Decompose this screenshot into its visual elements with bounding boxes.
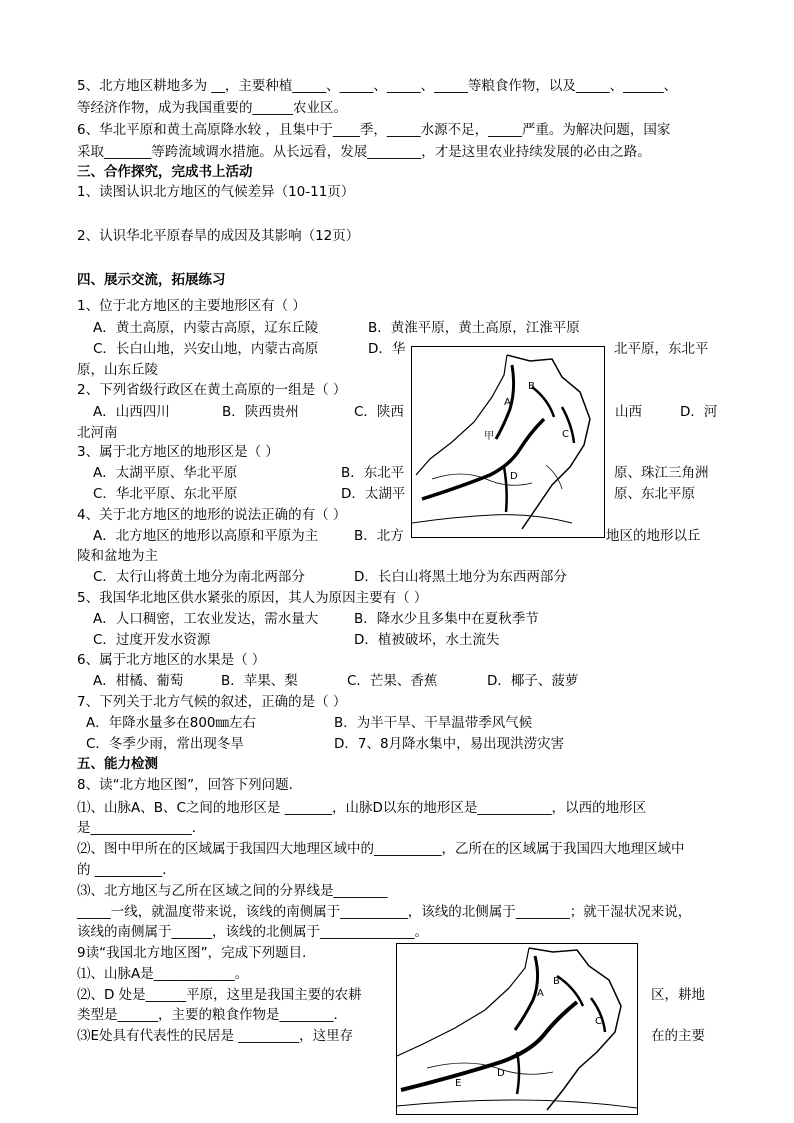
question-2: 2、下列省级行政区在黄土高原的一组是（ ） [77,382,347,398]
q8-part-2: ⑵、图中甲所在的区域属于我国四大地理区域中的__________，乙所在的区域属于我国四大地理区域中 [77,841,685,857]
q3-option-d-cont: 原、东北平原 [614,486,695,502]
q7-option-c: C．冬季少雨，常出现冬旱 [86,736,244,752]
q8-part-3: ⑶、北方地区与乙所在区域之间的分界线是________ [77,883,388,899]
q4-option-b-cont2: 陵和盆地为主 [77,548,158,564]
q7-option-d: D．7、8月降水集中，易出现洪涝灾害 [334,736,565,752]
q8-part-1-cont: 是_______________． [77,820,206,836]
q9-part-2-cont: 区，耕地 [651,987,705,1003]
q9-part-2b: 类型是______，主要的粮食作物是________． [77,1007,347,1023]
section-4-heading: 四、展示交流，拓展练习 [77,272,226,288]
map1-label-jia: 甲 [484,431,494,442]
q2-option-d-cont: 北河南 [77,425,118,441]
q8-part-3-cont: _____一线，就温度带来说，该线的南侧属于__________，该线的北侧属于________；就干湿状况来说， [77,904,692,920]
activity-1: 1、读图认识北方地区的气候差异（10-11页） [77,184,355,200]
question-5: 5、我国华北地区供水紧张的原因，其人为原因主要有（ ） [77,590,428,606]
question-4: 4、关于北方地区的地形的说法正确的有（ ） [77,507,347,523]
map2-label-e: E [455,1078,462,1089]
q9-part-1: ⑴、山脉A是____________。 [77,966,249,982]
section-5-heading: 五、能力检测 [77,756,158,772]
q2-option-b: B．陕西贵州 [222,404,299,420]
q1-option-b: B．黄淮平原，黄土高原，江淮平原 [368,320,580,336]
question-1: 1、位于北方地区的主要地形区有（ ） [77,298,306,314]
q4-option-a: A．北方地区的地形以高原和平原为主 [93,528,319,544]
q1-option-d-cont: 北平原，东北平 [614,341,709,357]
q6-option-b: B．苹果、梨 [221,673,298,689]
fill-blank-6: 6、华北平原和黄土高原降水较 ，且集中于____季，_____水源不足，_____严重。为解决问题，国家 [77,122,671,138]
q5-option-a: A．人口稠密，工农业发达，需水量大 [93,611,319,627]
q6-option-a: A．柑橘、葡萄 [93,673,184,689]
q2-option-a: A．山西四川 [93,404,170,420]
question-3: 3、属于北方地区的地形区是（ ） [77,444,279,460]
question-6: 6、属于北方地区的水果是（ ） [77,652,266,668]
q9-part-3-cont: 在的主要 [651,1028,705,1044]
q3-option-d: D．太湖平 [341,486,406,502]
map2-label-c: C [595,1016,602,1027]
q4-option-d: D．长白山将黑土地分为东西两部分 [354,569,567,585]
north-china-map-1 [411,346,605,538]
q5-option-d: D．植被破坏，水土流失 [354,632,500,648]
q8-part-2-cont: 的 __________． [77,862,176,878]
q2-option-c: C．陕西 [354,404,404,420]
map1-label-c: C [562,429,569,440]
q7-option-a: A．年降水量多在800㎜左右 [86,715,257,731]
q3-option-c: C．华北平原、东北平原 [93,486,238,502]
fill-blank-5: 5、北方地区耕地多为 __，主要种植_____、_____、_____、_____等粮食作物，以及_____、______、 [77,78,678,94]
q5-option-b: B．降水少且多集中在夏秋季节 [354,611,539,627]
map2-label-b: B [553,976,560,987]
q4-option-c: C．太行山将黄土地分为南北两部分 [93,569,305,585]
q1-option-c: C．长白山地，兴安山地，内蒙古高原 [93,341,319,357]
question-8: 8、读“北方地区图”，回答下列问题． [77,777,303,793]
q8-part-1: ⑴、山脉A、B、C之间的地形区是 _______，山脉D以东的地形区是___________，以西的地形区 [77,800,647,816]
q4-option-b: B．北方 [354,528,404,544]
map1-label-d: D [510,471,518,482]
q3-option-b-cont: 原、珠江三角洲 [614,465,709,481]
fill-blank-6-cont: 采取_______等跨流域调水措施。从长远看，发展________，才是这里农业持续发展的必由之路。 [77,144,651,160]
section-3-heading: 三、合作探究，完成书上活动 [77,164,253,180]
fill-blank-5-cont: 等经济作物，成为我国重要的______农业区。 [77,100,347,116]
map2-label-d: D [497,1068,505,1079]
q9-part-2: ⑵、D 处是______平原，这里是我国主要的农耕 [77,987,362,1003]
map1-label-b: B [528,381,535,392]
q4-option-b-cont: 地区的地形以丘 [606,528,701,544]
q3-option-a: A．太湖平原、华北平原 [93,465,238,481]
q6-option-c: C．芒果、香蕉 [347,673,438,689]
question-9: 9读“我国北方地区图”，完成下列题目． [77,945,316,961]
q9-part-3: ⑶E处具有代表性的民居是 _________，这里存 [77,1028,354,1044]
map1-label-a: A [504,397,511,408]
north-china-map-2 [396,943,638,1115]
question-7: 7、下列关于北方气候的叙述，正确的是（ ） [77,694,347,710]
q7-option-b: B．为半干旱、干旱温带季风气候 [334,715,533,731]
activity-2: 2、认识华北平原春旱的成因及其影响（12页） [77,228,360,244]
q1-option-d-cont2: 原，山东丘陵 [77,362,158,378]
q2-option-d: D．河 [680,404,718,420]
q2-option-c-cont: 山西 [615,404,642,420]
q1-option-d: D．华 [368,341,406,357]
q6-option-d: D．椰子、菠萝 [487,673,579,689]
q1-option-a: A．黄土高原，内蒙古高原，辽东丘陵 [93,320,319,336]
q5-option-c: C．过度开发水资源 [93,632,211,648]
map2-label-a: A [537,988,544,999]
q8-part-3-cont2: 该线的南侧属于______，该线的北侧属于______________。 [77,924,428,940]
q3-option-b: B．东北平 [341,465,405,481]
